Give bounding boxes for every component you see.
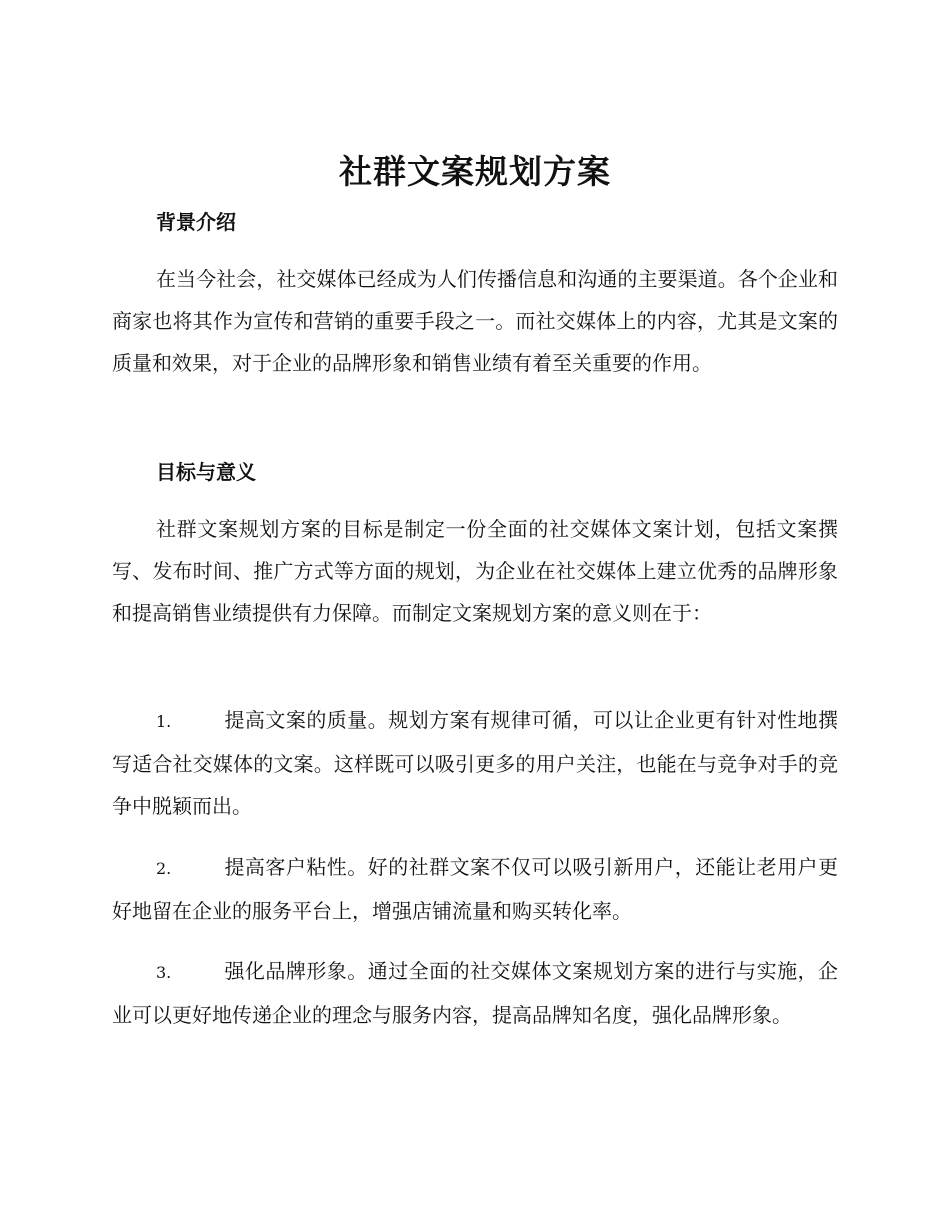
list-item — [112, 699, 838, 827]
list-number: 3. — [156, 963, 172, 982]
section-heading-goals: 目标与意义 — [156, 460, 256, 484]
list-text: 提高文案的质量。规划方案有规律可循，可以让企业更有针对性地撰写适合社交媒体的文案。这样既可以吸引更多的用户关注，也能在与竞争对手的竞争中脱颖而出。 — [112, 708, 838, 818]
list-number: 1. — [156, 712, 172, 731]
list-item — [112, 846, 838, 932]
list-item — [112, 950, 838, 1036]
background-paragraph: 在当今社会，社交媒体已经成为人们传播信息和沟通的主要渠道。各个企业和商家也将其作为宣传和营销的重要手段之一。而社交媒体上的内容，尤其是文案的质量和效果，对于企业的品牌形象和销售业绩有着至关重要的作用。 — [112, 267, 838, 375]
section-heading-background: 背景介绍 — [156, 210, 236, 234]
goals-paragraph: 社群文案规划方案的目标是制定一份全面的社交媒体文案计划，包括文案撰写、发布时间、推广方式等方面的规划，为企业在社交媒体上建立优秀的品牌形象和提高销售业绩提供有力保障。而制定文案规划方案的意义则在于： — [112, 517, 838, 625]
list-text: 强化品牌形象。通过全面的社交媒体文案规划方案的进行与实施，企业可以更好地传递企业的理念与服务内容，提高品牌知名度，强化品牌形象。 — [112, 959, 838, 1027]
list-text: 提高客户粘性。好的社群文案不仅可以吸引新用户，还能让老用户更好地留在企业的服务平台上，增强店铺流量和购买转化率。 — [112, 855, 838, 923]
list-number: 2. — [156, 859, 172, 878]
document-title: 社群文案规划方案 — [339, 152, 611, 191]
